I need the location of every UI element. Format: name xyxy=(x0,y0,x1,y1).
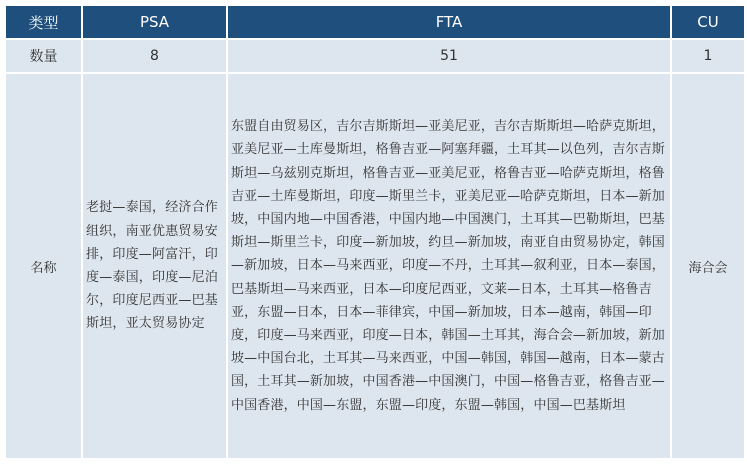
fta-names: 东盟自由贸易区，吉尔吉斯斯坦—亚美尼亚，吉尔吉斯斯坦—哈萨克斯坦，亚美尼亚—土库曼斯坦，格鲁吉亚—阿塞拜疆，土耳其—以色列，吉尔吉斯斯坦—乌兹别克斯坦，格鲁吉亚—亚美尼亚，格鲁吉亚—哈萨克斯坦，格鲁吉亚—土库曼斯坦，印度—斯里兰卡，亚美尼亚—哈萨克斯坦，日本—新加坡，中国内地—中国香港，中国内地—中国澳门，土耳其—巴勒斯坦，巴基斯坦—斯里兰卡，印度—新加坡，约旦—新加坡，南亚自由贸易协定，韩国—新加坡，日本—马来西亚，印度—不丹，土耳其—叙利亚，日本—泰国，巴基斯坦—马来西亚，日本—印度尼西亚，文莱—日本，土耳其—格鲁吉亚，东盟—日本，日本—菲律宾，中国—新加坡，日本—越南，韩国—印度，印度—马来西亚，印度—日本，韩国—土耳其，海合会—新加坡，新加坡—中国台北，土耳其—马来西亚，中国—韩国，韩国—越南，日本—蒙古国，土耳其—新加坡，中国香港—中国澳门，中国—格鲁吉亚，格鲁吉亚—中国香港，中国—东盟，东盟—印度，东盟—韩国，中国—巴基斯坦 xyxy=(228,74,670,458)
cu-count: 1 xyxy=(672,40,744,72)
fta-count: 51 xyxy=(228,40,670,72)
row-label-count: 数量 xyxy=(6,40,81,72)
row-label-names: 名称 xyxy=(6,74,81,458)
psa-names: 老挝—泰国，经济合作组织，南亚优惠贸易安排，印度—阿富汗，印度—泰国，印度—尼泊尔，印度尼西亚—巴基斯坦，亚太贸易协定 xyxy=(83,74,226,458)
header-fta: FTA xyxy=(228,6,670,38)
header-cu: CU xyxy=(672,6,744,38)
cu-names: 海合会 xyxy=(672,74,744,458)
table-row xyxy=(6,40,744,72)
header-psa: PSA xyxy=(83,6,226,38)
header-row xyxy=(6,6,744,38)
header-type: 类型 xyxy=(6,6,81,38)
table-row xyxy=(6,74,744,458)
agreement-table xyxy=(4,4,746,460)
psa-count: 8 xyxy=(83,40,226,72)
